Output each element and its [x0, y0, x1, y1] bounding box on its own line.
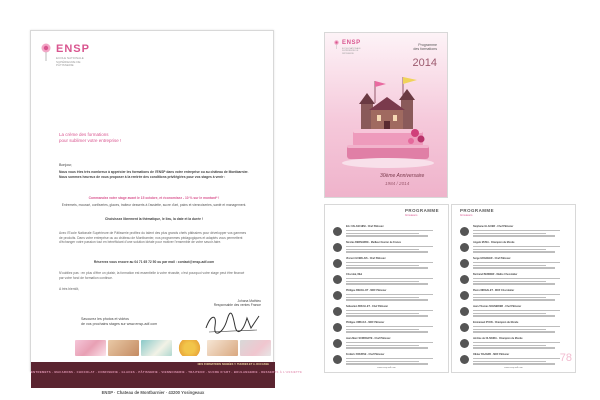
- entry-text-line: [473, 326, 560, 327]
- entry-text-line: [346, 342, 433, 343]
- entry-name: Serge GRANGER · Chef Pâtissier: [473, 257, 511, 260]
- logo-subtitle: ECOLE NATIONALE SUPÉRIEURE DE PÂTISSERIE: [56, 56, 84, 68]
- cover-logo-name: ENSP: [342, 40, 361, 46]
- photo-macarons: [75, 340, 106, 356]
- entry-text-line: [473, 297, 546, 298]
- entry-text-line: [346, 345, 419, 346]
- program-entry: [460, 241, 570, 257]
- entry-text-line: [346, 246, 433, 247]
- chef-avatar: [333, 307, 342, 316]
- logo-icon: [39, 43, 53, 61]
- program-entry: [460, 337, 570, 353]
- entry-name: Philippe URRACA · MOF Pâtissier: [346, 321, 385, 324]
- chef-avatar: [333, 355, 342, 364]
- program-entry: [333, 321, 443, 337]
- chef-avatar: [333, 291, 342, 300]
- letter-page: [30, 30, 303, 395]
- entry-text-line: [473, 233, 546, 234]
- chef-avatar: [460, 275, 469, 284]
- left-page-footer: www.ensp-adf.com: [377, 367, 396, 369]
- chef-avatar: [333, 227, 342, 236]
- program-entry: [333, 305, 443, 321]
- entry-name: Chocolat, Miel: [346, 273, 363, 276]
- program-entry: [333, 337, 443, 353]
- entry-text-line: [473, 310, 560, 311]
- right-page-footer: www.ensp-adf.com: [504, 367, 523, 369]
- chef-avatar: [333, 275, 342, 284]
- logo-name: ENSP: [56, 43, 90, 55]
- handwritten-signature: [203, 310, 263, 336]
- entry-name: Sébastien BOUILLET · Chef Pâtissier: [346, 305, 388, 308]
- chef-avatar: [460, 323, 469, 332]
- left-page-title: PROGRAMME: [405, 208, 440, 213]
- offer-headline: Commandez votre stage avant le 15 octobre, et économisez - 10 % sur le montant* !: [88, 196, 220, 200]
- entry-text-line: [473, 329, 546, 330]
- program-entry: [460, 273, 570, 289]
- chef-avatar: [460, 291, 469, 300]
- promo-text: Savourez les photos et vidéos de vos prochains stages sur www.ensp-adf.com: [81, 317, 158, 326]
- entry-text-line: [473, 281, 546, 282]
- chef-avatar: [333, 339, 342, 348]
- program-entry: [333, 241, 443, 257]
- entry-text-line: [473, 267, 555, 268]
- program-entry: [333, 289, 443, 305]
- right-page-subtitle: formateurs: [460, 214, 473, 217]
- footer-address: ENSP · Chateau de Montbarnier · 43200 Yssingeaux: [101, 390, 205, 395]
- chef-avatar: [333, 259, 342, 268]
- entry-text-line: [473, 265, 546, 266]
- entry-text-line: [346, 267, 428, 268]
- cover-year: 2014: [412, 57, 437, 69]
- program-entry: [460, 321, 570, 337]
- photo-chocolates: [141, 340, 172, 356]
- entry-text-line: [346, 358, 433, 359]
- entry-text-line: [346, 278, 433, 279]
- entry-name: Philippe RIGOLLOT · MOF Pâtissier: [346, 289, 387, 292]
- entry-text-line: [346, 249, 419, 250]
- intro-paragraph: Nous vous êtes très nombreux à apprécier les formations de l'ENSP dans votre entreprise ou au château de Montbarnier. Nous sommes heureux de vous proposer à la rentrée des conditions privilégiées pour vos stages à venir :: [59, 170, 249, 179]
- logo-icon: [333, 40, 340, 49]
- entry-text-line: [346, 283, 428, 284]
- entry-text-line: [473, 363, 555, 364]
- band-heading: NOS FORMATIONS SIGNÉES Y. THURIES ET A. DUCASSE: [197, 363, 269, 366]
- entry-text-line: [346, 329, 419, 330]
- entry-name: Frédéric BOURSE · Chef Pâtissier: [346, 353, 385, 356]
- entry-name: Vincent GUERLAIS · Chef Pâtissier: [346, 257, 386, 260]
- entry-text-line: [473, 315, 555, 316]
- entry-text-line: [346, 251, 428, 252]
- body-paragraph: Avec l'Ecole Nationale Supérieure de Pâtisserie profitez du talent des plus grands chefs pâtissiers pour développer vos gammes de produits. Dans votre entreprise ou au château de Montbarnier, nos programmes pédagogiques et adaptés vous permettent d'échanger votre passion tout en bénéficiant d'une solution idéale pour motiver l'ensemble de votre savoir-faire.: [59, 231, 247, 245]
- entry-text-line: [473, 283, 555, 284]
- chef-avatar: [333, 243, 342, 252]
- program-entry: [333, 225, 443, 241]
- entry-text-line: [473, 331, 555, 332]
- entry-text-line: [346, 281, 419, 282]
- page-number: 78: [559, 352, 572, 364]
- chef-avatar: [460, 259, 469, 268]
- left-entry-list: [333, 225, 443, 369]
- chef-avatar: [460, 339, 469, 348]
- photo-tart: [207, 340, 238, 356]
- program-entry: [460, 305, 570, 321]
- entry-text-line: [473, 347, 555, 348]
- entry-name: Bertrand BERNIER · Maître Chocolatier: [473, 273, 518, 276]
- entry-text-line: [473, 235, 555, 236]
- program-spread: [324, 204, 576, 373]
- entry-text-line: [473, 299, 555, 300]
- right-page-title: PROGRAMME: [460, 208, 495, 213]
- entry-name: Nicolas BERNARDE · Meilleur Ouvrier de France: [346, 241, 401, 244]
- entry-text-line: [346, 294, 433, 295]
- program-left-page: [324, 204, 449, 373]
- entry-text-line: [346, 235, 428, 236]
- entry-text-line: [473, 361, 546, 362]
- entry-name: Jean-Marc SCRIBANTE · Chef Pâtissier: [346, 337, 391, 340]
- reserve-line: Réservez vous encore au 04 71 65 72 50 ou par mail : contact@ensp-adf.com: [93, 260, 215, 264]
- chef-avatar: [460, 243, 469, 252]
- program-entry: [460, 225, 570, 241]
- entry-name: Jean-Thomas SCHNEIDER · Chef Pâtissier: [473, 305, 522, 308]
- entry-text-line: [346, 233, 419, 234]
- entry-text-line: [473, 358, 560, 359]
- entry-name: Pierre MIRGALET · MOF Chocolatier: [473, 289, 515, 292]
- chef-avatar: [460, 307, 469, 316]
- right-entry-list: [460, 225, 570, 369]
- entry-text-line: [473, 249, 546, 250]
- program-entry: [333, 273, 443, 289]
- entry-text-line: [473, 246, 560, 247]
- entry-text-line: [346, 299, 428, 300]
- entry-text-line: [473, 251, 555, 252]
- closing-paragraph: N'oubliez pas : en plus d'être un plaisir, la formation est essentielle à votre réussite, c'est pourquoi votre stage peut être financé par votre fond de formation continue.: [59, 271, 245, 280]
- entry-text-line: [346, 310, 433, 311]
- entry-text-line: [346, 230, 433, 231]
- offer-closing: Choisissez librement la thématique, le lieu, la date et la durée !: [104, 217, 204, 221]
- entry-text-line: [346, 265, 419, 266]
- entry-text-line: [473, 294, 560, 295]
- entry-text-line: [473, 262, 560, 263]
- entry-name: Eric VALASCHINI · Chef Pâtissier: [346, 225, 384, 228]
- entry-text-line: [473, 342, 560, 343]
- entry-name: Stéphane GLACIER · Chef Pâtissier: [473, 225, 514, 228]
- entry-text-line: [346, 331, 428, 332]
- entry-text-line: [473, 313, 546, 314]
- entry-text-line: [473, 230, 560, 231]
- entry-text-line: [346, 315, 428, 316]
- signature-block: [181, 299, 261, 308]
- anniversary-label: 30ème Anniversaire: [380, 173, 425, 179]
- chef-avatar: [333, 323, 342, 332]
- photo-glazed-cake: [174, 340, 205, 356]
- program-entry: [333, 257, 443, 273]
- cover-logo-subtitle: ECOLE NATIONALE SUPÉRIEURE DE PÂTISSERIE: [342, 48, 361, 55]
- greeting: Bonjour,: [59, 163, 73, 167]
- photo-strip: [75, 340, 271, 356]
- left-page-subtitle: formateurs: [405, 214, 418, 217]
- program-entry: [460, 257, 570, 273]
- entry-name: Olivier BAJARD · MOF Pâtissier: [473, 353, 510, 356]
- program-cover: [324, 32, 448, 198]
- chef-avatar: [460, 227, 469, 236]
- regards: A très bientôt,: [59, 287, 80, 291]
- entry-text-line: [346, 363, 428, 364]
- photo-dessert: [240, 340, 271, 356]
- signature-title: Responsable des ventes France: [213, 303, 261, 308]
- chef-avatar: [460, 355, 469, 364]
- entry-text-line: [346, 361, 419, 362]
- entry-text-line: [346, 326, 433, 327]
- program-entry: [460, 289, 570, 305]
- anniversary-dates: 1984 / 2014: [385, 181, 410, 186]
- band-list: ENTREMETS · MACARONS · CHOCOLAT · CONFISERIE · GLACES · PÂTISSERIE · VIENNOISERIE · TRAITEUR · SUCRE D'ART · BOULANGERIE · DESSERTS À L'ASSIETTE: [31, 370, 303, 374]
- castle-cake-illustration: [341, 73, 435, 173]
- entry-name: Angelo MUSA · Champion du Monde: [473, 241, 515, 244]
- entry-text-line: [346, 297, 419, 298]
- photo-pastry: [108, 340, 139, 356]
- entry-text-line: [473, 345, 546, 346]
- tagline: La crème des formations pour sublimer votre entreprise !: [59, 132, 122, 143]
- entry-text-line: [346, 347, 428, 348]
- offer-detail: Entremets, moussé, confiseries, glaces, traiteur desserts à l'assiette, sucre d'art, pains et viennoiseries, santé et management.: [61, 203, 247, 207]
- entry-name: Emmanuel RYON · Champion du Monde: [473, 321, 519, 324]
- entry-text-line: [346, 313, 419, 314]
- entry-text-line: [346, 262, 433, 263]
- cover-program-title: Programme des formations: [413, 43, 437, 52]
- signature-name: Johana Mathieu: [237, 299, 261, 303]
- program-right-page: [451, 204, 576, 373]
- entry-name: Jérôme de OLIVEIRA · Champion du Monde: [473, 337, 523, 340]
- entry-text-line: [473, 278, 560, 279]
